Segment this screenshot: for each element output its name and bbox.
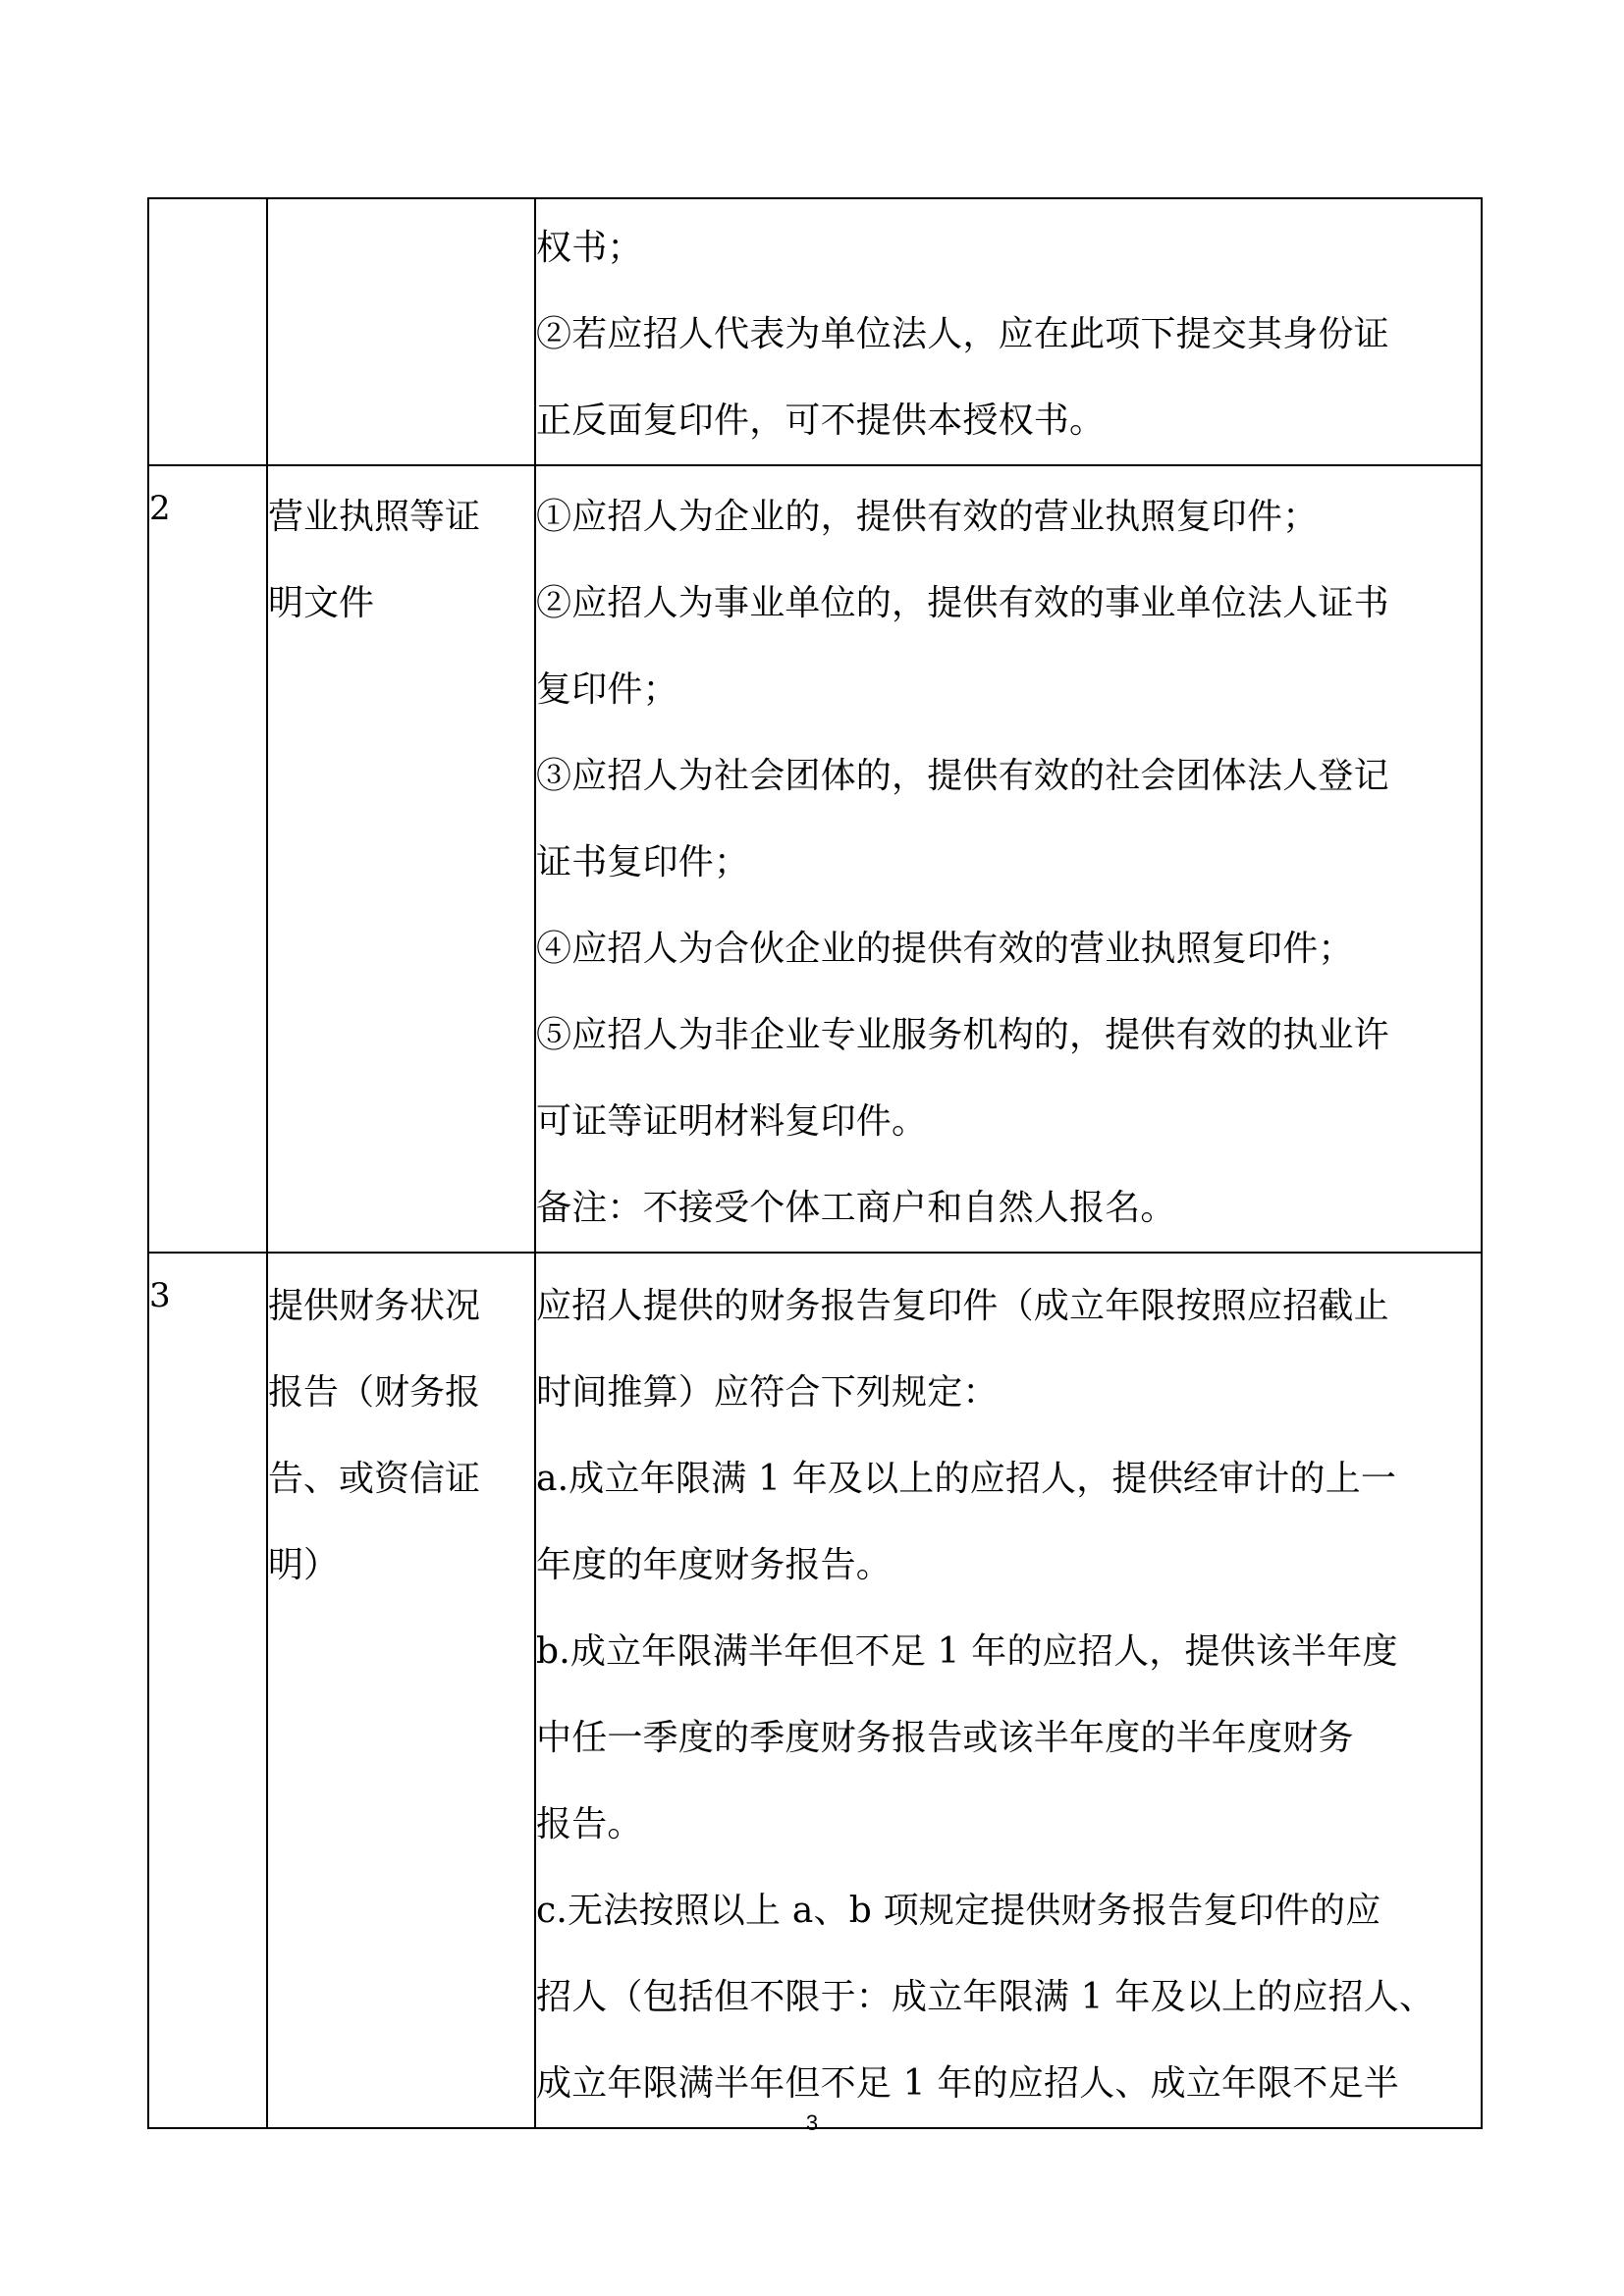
requirements-table bbox=[147, 197, 1483, 2129]
requirement-text-line: 招人（包括但不限于：成立年限满 1 年及以上的应招人、 bbox=[536, 1977, 1435, 2017]
page-number: 3 bbox=[805, 2110, 819, 2135]
item-name-cell bbox=[267, 198, 535, 465]
requirement-text-line: ①应招人为企业的，提供有效的营业执照复印件； bbox=[536, 497, 1319, 537]
requirement-text-line: 证书复印件； bbox=[536, 842, 750, 882]
requirement-text-line: ②应招人为事业单位的，提供有效的事业单位法人证书 bbox=[536, 583, 1389, 623]
requirement-text-line: b.成立年限满半年但不足 1 年的应招人，提供该半年度 bbox=[536, 1631, 1398, 1672]
requirement-content-cell bbox=[535, 198, 1482, 465]
row-number: 3 bbox=[149, 1276, 171, 1315]
requirement-text-line: ⑤应招人为非企业专业服务机构的，提供有效的执业许 bbox=[536, 1015, 1389, 1055]
requirements-table-body bbox=[148, 198, 1482, 2128]
row-number-cell bbox=[148, 198, 267, 465]
row-number: 2 bbox=[149, 489, 171, 528]
table-row bbox=[148, 1253, 1482, 2128]
item-name-line: 报告（财务报 bbox=[268, 1372, 481, 1413]
requirement-text-line: 复印件； bbox=[536, 669, 678, 710]
requirement-text-line: 中任一季度的季度财务报告或该半年度的半年度财务 bbox=[536, 1718, 1354, 1758]
requirement-text-line: ②若应招人代表为单位法人，应在此项下提交其身份证 bbox=[536, 314, 1389, 354]
requirement-text-line: 应招人提供的财务报告复印件（成立年限按照应招截止 bbox=[536, 1286, 1389, 1326]
requirement-text-line: 报告。 bbox=[536, 1804, 643, 1844]
row-number-cell bbox=[148, 1253, 267, 2128]
requirement-content-cell bbox=[535, 465, 1482, 1253]
table-row bbox=[148, 465, 1482, 1253]
item-name-cell bbox=[267, 465, 535, 1253]
item-name-line: 提供财务状况 bbox=[268, 1286, 481, 1326]
requirement-text-line: c.无法按照以上 a、b 项规定提供财务报告复印件的应 bbox=[536, 1891, 1381, 1931]
row-number bbox=[149, 199, 266, 216]
table-row bbox=[148, 198, 1482, 465]
item-name-line: 告、或资信证 bbox=[268, 1459, 481, 1499]
item-name-line: 明文件 bbox=[268, 583, 375, 623]
item-name-cell bbox=[267, 1253, 535, 2128]
requirement-content-cell bbox=[535, 1253, 1482, 2128]
requirement-text-line: 可证等证明材料复印件。 bbox=[536, 1101, 928, 1142]
requirement-text-line: a.成立年限满 1 年及以上的应招人，提供经审计的上一 bbox=[536, 1459, 1397, 1499]
requirement-text-line: 正反面复印件，可不提供本授权书。 bbox=[536, 400, 1106, 441]
requirement-text-line: 年度的年度财务报告。 bbox=[536, 1545, 893, 1585]
row-number-cell bbox=[148, 465, 267, 1253]
requirement-text-line: 备注：不接受个体工商户和自然人报名。 bbox=[536, 1188, 1176, 1228]
item-name-line: 明） bbox=[268, 1545, 340, 1585]
requirement-text-line: ④应招人为合伙企业的提供有效的营业执照复印件； bbox=[536, 929, 1354, 969]
requirement-text-line: 权书； bbox=[536, 228, 643, 268]
requirement-text-line: 成立年限满半年但不足 1 年的应招人、成立年限不足半 bbox=[536, 2063, 1399, 2104]
item-name-line: 营业执照等证 bbox=[268, 497, 481, 537]
requirement-text-line: ③应招人为社会团体的，提供有效的社会团体法人登记 bbox=[536, 756, 1389, 796]
requirement-text-line: 时间推算）应符合下列规定： bbox=[536, 1372, 999, 1413]
